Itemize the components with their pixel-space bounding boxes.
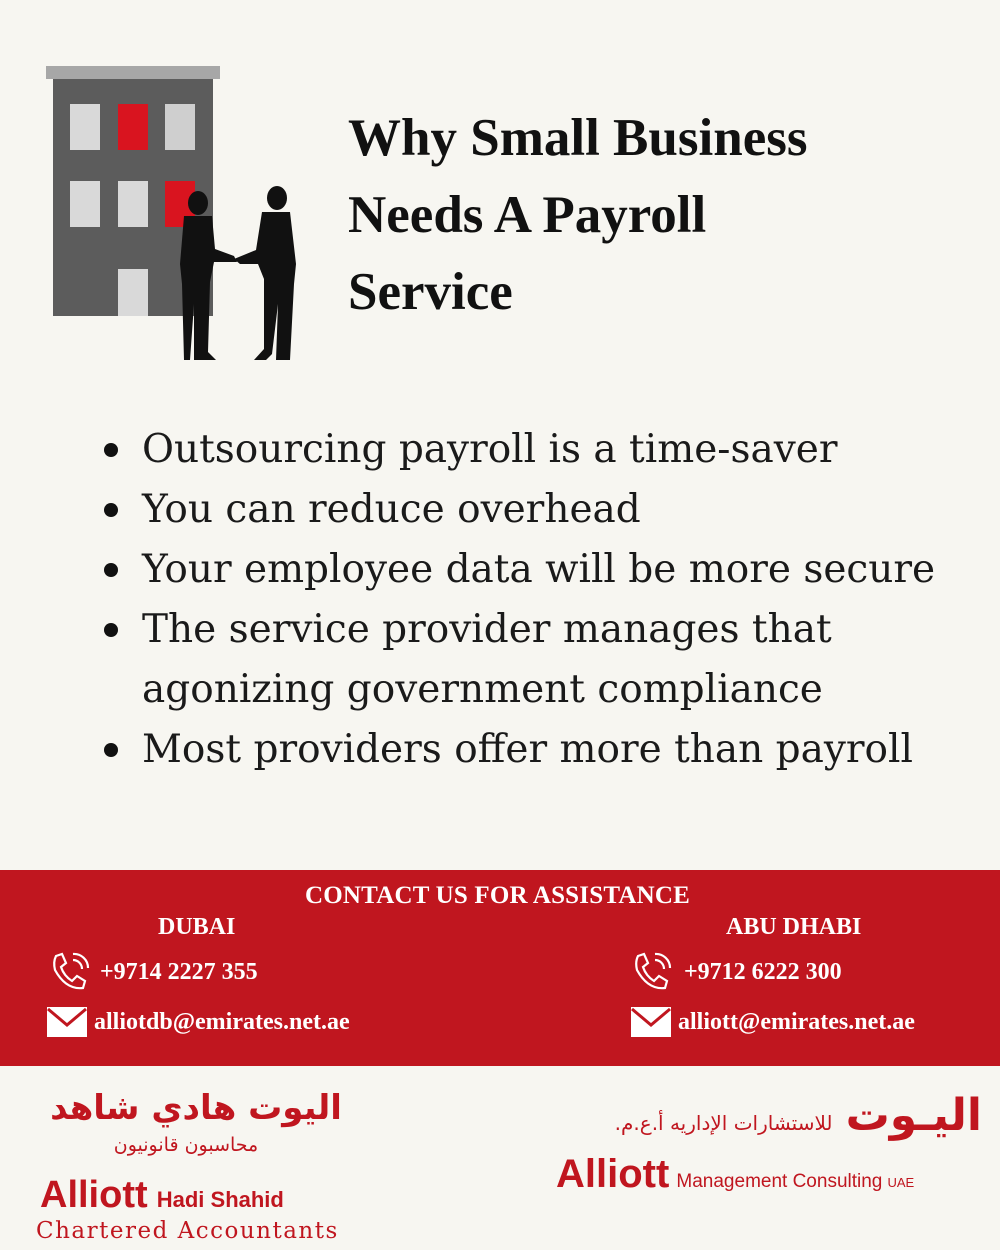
- list-item: [100, 420, 980, 480]
- bullet-icon: [104, 443, 118, 457]
- bullet-icon: [104, 623, 118, 637]
- logo-brand-suffix: Management Consulting: [676, 1171, 883, 1192]
- logo-wordmark: [40, 1174, 284, 1217]
- title-line: Why Small Business: [348, 109, 808, 167]
- list-item: [100, 480, 980, 540]
- alliott-hadi-shahid-logo: [36, 1088, 366, 1248]
- dubai-email-address: alliotdb@emirates.net.ae: [94, 1008, 350, 1035]
- logo-arabic-subtitle: محاسبون قانونيون: [113, 1134, 259, 1156]
- list-item-text: Outsourcing payroll is a time-saver: [142, 427, 838, 472]
- mail-icon: [630, 1006, 672, 1038]
- city-label-abu-dhabi: ABU DHABI: [726, 914, 862, 940]
- dubai-email[interactable]: [46, 1006, 350, 1038]
- phone-icon: [626, 948, 678, 996]
- contact-heading: CONTACT US FOR ASSISTANCE: [305, 882, 690, 909]
- page-title: [348, 100, 948, 331]
- list-item: [100, 540, 980, 600]
- title-line: Service: [348, 263, 513, 321]
- logo-arabic-subtitle: للاستشارات الإداريه أ.ع.م.: [614, 1111, 833, 1135]
- logo-brand: Alliott: [40, 1174, 148, 1216]
- list-item: [100, 720, 980, 780]
- building-handshake-illustration: [44, 64, 304, 364]
- logo-brand: Alliott: [556, 1152, 670, 1196]
- city-label-dubai: DUBAI: [158, 914, 236, 940]
- bullet-icon: [104, 503, 118, 517]
- contact-banner: [0, 870, 1000, 1066]
- benefits-list: [100, 420, 980, 780]
- abu-dhabi-phone-number: +9712 6222 300: [684, 958, 842, 985]
- alliott-management-consulting-logo: [552, 1090, 982, 1200]
- logo-arabic-name: اليـوت: [845, 1090, 982, 1141]
- logo-tagline: Chartered Accountants: [36, 1218, 339, 1244]
- handshake-silhouette-icon: [180, 186, 298, 360]
- logo-region: UAE: [887, 1175, 915, 1190]
- mail-icon: [46, 1006, 88, 1038]
- list-item-text: Your employee data will be more secure: [142, 547, 936, 592]
- list-item-text: You can reduce overhead: [142, 487, 641, 532]
- logo-arabic-name: اليوت هادي شاهد: [50, 1088, 342, 1128]
- logo-wordmark: [556, 1152, 914, 1197]
- dubai-phone[interactable]: [46, 948, 258, 996]
- bullet-icon: [104, 743, 118, 757]
- list-item: [100, 600, 842, 720]
- phone-icon: [46, 948, 94, 996]
- logo-brand-suffix: Hadi Shahid: [156, 1187, 284, 1212]
- dubai-phone-number: +9714 2227 355: [100, 958, 258, 985]
- logo-arabic-row: [615, 1090, 982, 1141]
- list-item-text: Most providers offer more than payroll: [142, 727, 913, 772]
- abu-dhabi-email-address: alliott@emirates.net.ae: [678, 1008, 915, 1035]
- title-line: Needs A Payroll: [348, 186, 707, 244]
- abu-dhabi-email[interactable]: [630, 1006, 915, 1038]
- abu-dhabi-phone[interactable]: [626, 948, 842, 996]
- bullet-icon: [104, 563, 118, 577]
- list-item-text: The service provider manages that agonizing government compliance: [142, 607, 832, 712]
